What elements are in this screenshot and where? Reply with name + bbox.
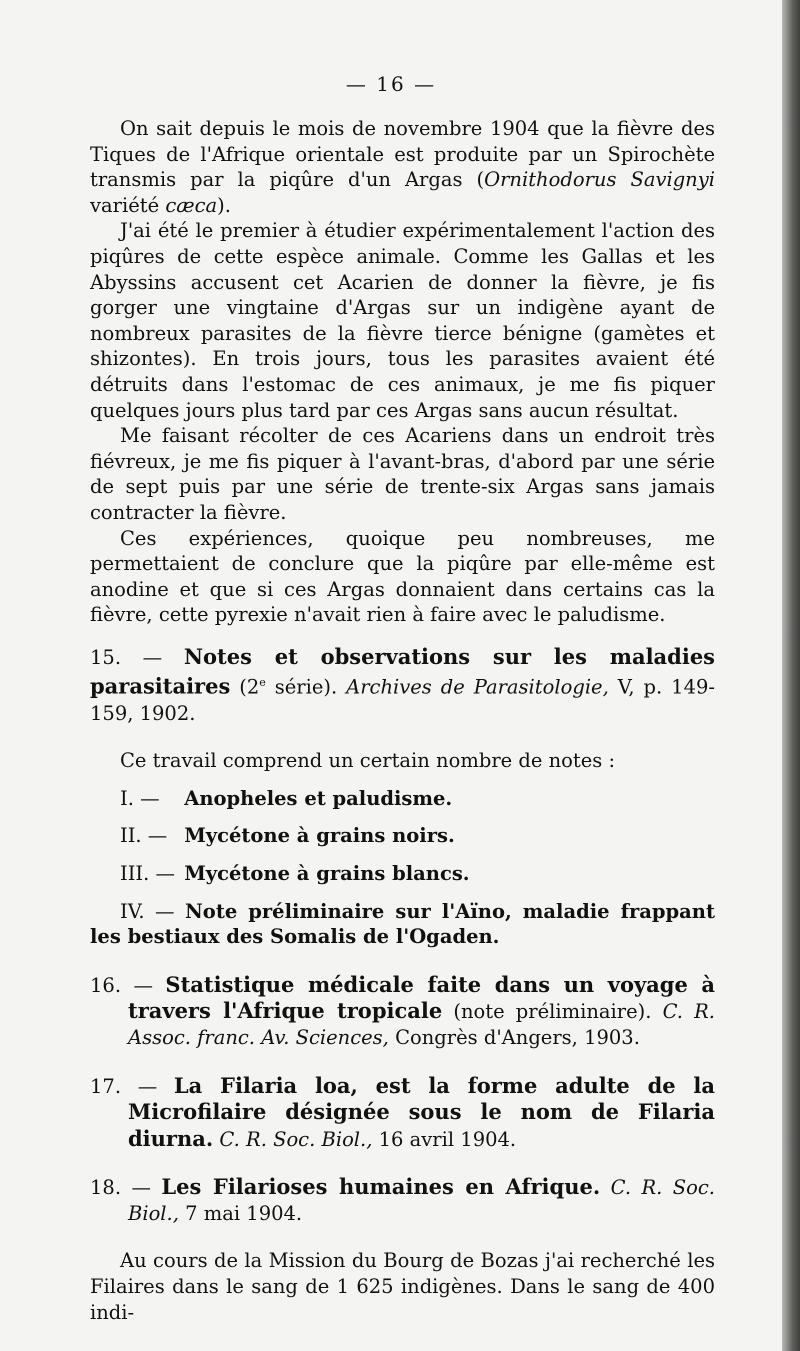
text-run: ). <box>217 193 231 217</box>
species-name: Ornithodorus Savignyi <box>484 168 715 192</box>
entry-title: Notes et observations sur les maladies parasitaires <box>90 643 715 699</box>
entry-number: 18. — <box>90 1176 162 1200</box>
entry-title: Statistique médicale faite dans un voyage à travers l'Afrique tropicale <box>128 971 715 1024</box>
paragraph-spirochete <box>90 116 715 218</box>
entry-title: La Filaria loa, est la forme adulte de la Microfilaire désignée sous le nom de Filaria diurna. <box>128 1072 715 1151</box>
entry-reference: C. R. Soc. Biol., <box>128 1176 716 1225</box>
note-number: II. — <box>120 824 168 848</box>
entry-details: 7 mai 1904. <box>178 1201 303 1225</box>
note-title: Anopheles et paludisme. <box>184 786 453 810</box>
page-body <box>90 116 715 1325</box>
paragraph-filaires: Au cours de la Mission du Bourg de Bozas j'ai recherché les Filaires dans le sang de 1 625 indigènes. Dans le sang de 400 indi- <box>90 1249 715 1324</box>
page-number: — 16 — <box>345 72 437 96</box>
entry-number: 15. — <box>90 645 184 669</box>
note-title: Note préliminaire sur l'Aïno, maladie frappant les bestiaux des Somalis de l'Ogaden. <box>90 899 715 949</box>
paragraph-acariens: Me faisant récolter de ces Acariens dans un endroit très fiévreux, je me fis piquer à l'avant-bras, d'abord par une série de sept puis par une série de trente-six Argas sans jamais contracter la fièvre. <box>90 424 715 524</box>
notes-intro: Ce travail comprend un certain nombre de notes : <box>120 749 616 773</box>
note-item <box>90 899 715 950</box>
page-edge-shadow <box>782 0 800 1351</box>
entry-15 <box>90 644 715 726</box>
entry-number: 17. — <box>90 1074 174 1098</box>
paragraph-experiments: J'ai été le premier à étudier expérimentalement l'action des piqûres de cette espèce animale. Comme les Gallas et les Abyssins accusent cet Acarien de donner la fièvre, je fis gorger une vingtaine d'Argas sur un indigène ayant de nombreux parasites de la fièvre tierce bénigne (gamètes et shizontes). En trois jours, tous les parasites avaient été détruits dans l'estomac de ces animaux, je me fis piquer quelques jours plus tard par ces Argas sans aucun résultat. <box>90 219 715 422</box>
paragraph-conclusion: Ces expériences, quoique peu nombreuses, me permettaient de conclure que la piqûre par elle-même est anodine et que si ces Argas donnaient dans certains cas la fièvre, cette pyrexie n'avait rien à faire avec le paludisme. <box>90 526 715 627</box>
variety-name: cæca <box>165 193 218 217</box>
entry-details: V, p. 149-159, 1902. <box>90 675 715 725</box>
entry-title: Les Filarioses humaines en Afrique. <box>161 1174 601 1200</box>
note-item <box>90 861 715 887</box>
note-number: I. — <box>120 786 160 810</box>
text-run: (2 <box>239 675 260 699</box>
entry-reference: C. R. Soc. Biol., <box>213 1127 373 1151</box>
note-number: III. — <box>120 861 176 885</box>
entry-reference: C. R. Assoc. franc. Av. Sciences, <box>128 1000 716 1049</box>
note-title: Mycétone à grains noirs. <box>184 824 455 848</box>
entry-details: 16 avril 1904. <box>372 1127 517 1151</box>
note-item <box>90 823 715 849</box>
superscript: e <box>259 676 266 690</box>
note-number: IV. — <box>120 899 175 923</box>
entry-details: Congrès d'Angers, 1903. <box>388 1025 640 1049</box>
entry-16 <box>90 972 715 1051</box>
entry-18 <box>90 1174 715 1226</box>
entry-17 <box>90 1073 715 1153</box>
entry-number: 16. — <box>90 973 166 997</box>
note-item <box>90 786 715 812</box>
note-title: Mycétone à grains blancs. <box>184 861 470 885</box>
text-run: variété <box>90 193 166 217</box>
entry-note: (note préliminaire). <box>442 1000 663 1024</box>
text-run: série). <box>265 675 347 699</box>
text-run: On sait depuis le mois de novembre 1904 que la fièvre des Tiques de l'Afrique orientale est produite par un Spirochète transmis par la piqûre d'un Argas ( <box>90 117 715 192</box>
journal-name: Archives de Parasitologie, <box>346 675 609 699</box>
